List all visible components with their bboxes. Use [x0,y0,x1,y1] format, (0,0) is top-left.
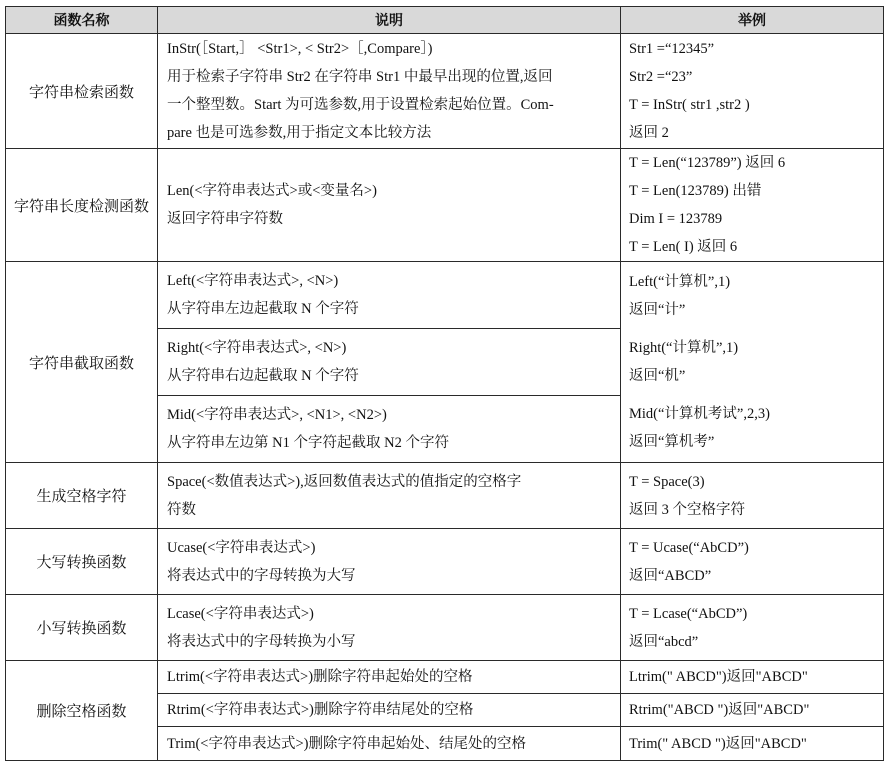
description-line: 从字符串右边起截取 N 个字符 [167,368,359,384]
description-line: Lcase(<字符串表达式>) [167,605,314,622]
function-example [621,727,884,761]
function-description [158,661,621,694]
example-line: Mid(“计算机考试”,2,3) [629,406,770,422]
function-description [158,595,621,661]
function-description [158,463,621,529]
function-description [158,149,621,262]
example-line: T = Ucase(“AbCD”) [629,539,749,556]
example-line: 返回“算机考” [629,434,715,450]
description-line: pare 也是可选参数,用于指定文本比较方法 [167,125,432,141]
example-group-mid [629,395,877,461]
example-line: T = Len(“123789”) 返回 6 [629,155,786,171]
description-line: 将表达式中的字母转换为小写 [167,633,356,650]
description-line: 从字符串左边起截取 N 个字符 [167,301,359,317]
table-row-lcase [6,595,884,661]
header-description: 说明 [158,7,621,34]
description-line: Mid(<字符串表达式>, <N1>, <N2>) [167,407,387,423]
example-group-left [629,263,877,329]
example-line: Left(“计算机”,1) [629,274,731,290]
example-line: 返回 3 个空格字符 [629,501,745,518]
function-example [621,34,884,149]
description-line: Ltrim(<字符串表达式>)删除字符串起始处的空格 [167,669,473,685]
example-line: Ltrim(" ABCD")返回"ABCD" [629,669,808,685]
function-description [158,329,621,396]
description-line: 返回字符串字符数 [167,211,283,227]
example-line: 返回“机” [629,368,686,384]
header-example: 举例 [621,7,884,34]
example-line: 返回“abcd” [629,633,699,650]
description-line: 符数 [167,501,196,518]
function-name: 字符串长度检测函数 [6,149,158,262]
example-stack [629,262,877,462]
example-line: T = Len( I) 返回 6 [629,239,738,255]
example-line: T = InStr( str1 ,str2 ) [629,97,750,113]
description-line: 从字符串左边第 N1 个字符起截取 N2 个字符 [167,435,449,451]
function-name: 删除空格函数 [6,661,158,761]
table-row-ucase [6,529,884,595]
function-example [621,694,884,727]
description-line: Ucase(<字符串表达式>) [167,539,316,556]
example-line: Rtrim("ABCD ")返回"ABCD" [629,702,810,718]
example-line: Right(“计算机”,1) [629,340,739,356]
string-functions-table [5,6,884,761]
function-description [158,694,621,727]
table-row-len [6,149,884,262]
table-row-instr [6,34,884,149]
function-example [621,529,884,595]
function-example [621,595,884,661]
header-function-name: 函数名称 [6,7,158,34]
example-line: T = Len(123789) 出错 [629,183,762,199]
example-group-right [629,329,877,395]
table-row-ltrim [6,661,884,694]
description-line: Rtrim(<字符串表达式>)删除字符串结尾处的空格 [167,702,474,718]
function-description [158,727,621,761]
description-line: Len(<字符串表达式>或<变量名>) [167,183,377,199]
example-line: Str1 =“12345” [629,41,715,57]
example-line: 返回“计” [629,302,686,318]
description-line: 将表达式中的字母转换为大写 [167,567,356,584]
description-line: InStr(［Start,］ <Str1>, < Str2>［,Compare］) [167,41,433,57]
example-line: 返回 2 [629,125,669,141]
description-line: 用于检索子字符串 Str2 在字符串 Str1 中最早出现的位置,返回 [167,69,553,85]
function-description [158,262,621,329]
function-description [158,396,621,463]
table-row-space [6,463,884,529]
example-line: T = Space(3) [629,473,705,490]
example-line: 返回“ABCD” [629,567,712,584]
function-example [621,149,884,262]
function-description [158,34,621,149]
example-line: Str2 =“23” [629,69,693,85]
function-name: 生成空格字符 [6,463,158,529]
description-line: Space(<数值表达式>),返回数值表达式的值指定的空格字 [167,473,522,490]
description-line: 一个整型数。Start 为可选参数,用于设置检索起始位置。Com- [167,97,554,113]
function-name: 小写转换函数 [6,595,158,661]
function-example [621,262,884,463]
example-line: Dim I = 123789 [629,211,723,227]
description-line: Right(<字符串表达式>, <N>) [167,340,347,356]
function-name: 字符串截取函数 [6,262,158,463]
table-row-left [6,262,884,329]
function-description [158,529,621,595]
function-name: 字符串检索函数 [6,34,158,149]
function-example [621,661,884,694]
description-line: Left(<字符串表达式>, <N>) [167,273,339,289]
header-row [6,7,884,34]
function-example [621,463,884,529]
function-name: 大写转换函数 [6,529,158,595]
example-line: T = Lcase(“AbCD”) [629,605,748,622]
example-line: Trim(" ABCD ")返回"ABCD" [629,735,807,752]
description-line: Trim(<字符串表达式>)删除字符串起始处、结尾处的空格 [167,735,526,752]
